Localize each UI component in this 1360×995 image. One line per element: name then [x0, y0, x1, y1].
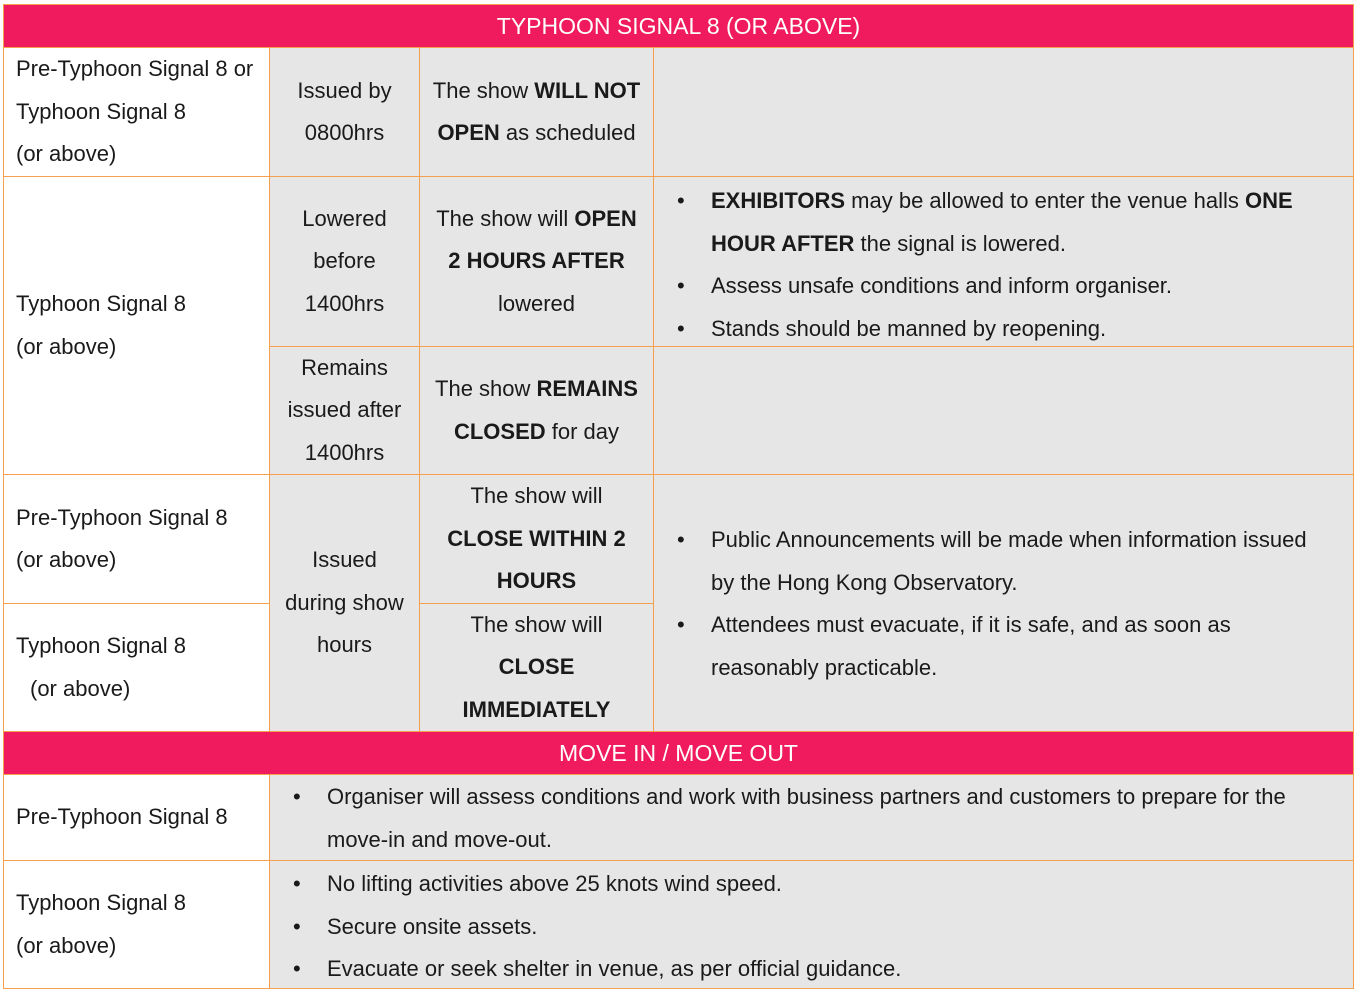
bullet-item: • Secure onsite assets.	[327, 906, 901, 949]
status-line: CLOSE	[498, 654, 575, 680]
bullet-list	[711, 180, 1293, 350]
signal-cell-row3a	[3, 474, 270, 604]
bullet-item: • Stands should be manned by reopening.	[711, 308, 1293, 351]
bullet-item: • Assess unsafe conditions and inform organiser.	[711, 265, 1293, 308]
signal-cell-row3b	[3, 603, 270, 732]
signal-line: Pre-Typhoon Signal 8 or	[16, 56, 254, 82]
status-line: The show will	[470, 483, 603, 509]
bullet-item: • Organiser will assess conditions and work with business partners and customers to prepare for the move-in and move-out.	[327, 776, 1286, 861]
signal-line: Typhoon Signal 8	[16, 98, 187, 124]
notes-cell-row1	[653, 47, 1354, 177]
timing-line: during show	[285, 589, 404, 615]
signal-cell-move2	[3, 860, 270, 989]
status-line: 2 HOURS AFTER	[448, 248, 625, 274]
signal-line: Typhoon Signal 8	[16, 291, 187, 316]
timing-line: issued after	[287, 397, 402, 423]
notes-cell-row2b	[653, 346, 1354, 475]
signal-line: (or above)	[30, 675, 131, 701]
bullet-list	[711, 519, 1307, 689]
notes-cell-row2a	[653, 176, 1354, 347]
status-cell-row2b	[419, 346, 654, 475]
timing-cell-row2a	[269, 176, 420, 347]
section-title: TYPHOON SIGNAL 8 (OR ABOVE)	[496, 12, 861, 39]
timing-line: 1400hrs	[304, 439, 385, 465]
signal-cell-row2	[3, 176, 270, 475]
status-cell-row3b	[419, 603, 654, 732]
signal-line: Pre-Typhoon Signal 8	[16, 804, 228, 830]
section-header-move-in-move-out	[3, 731, 1354, 775]
timing-line: hours	[316, 632, 373, 658]
status-line: CLOSED for day	[453, 418, 620, 444]
status-line: OPEN as scheduled	[437, 120, 636, 145]
signal-line: Typhoon Signal 8	[16, 633, 187, 658]
timing-line: Lowered	[302, 205, 387, 231]
status-line: CLOSE WITHIN 2	[447, 525, 626, 551]
timing-line: 1400hrs	[304, 290, 385, 316]
timing-cell-row1	[269, 47, 420, 177]
section-header-typhoon-signal-8	[3, 4, 1354, 48]
timing-cell-row3	[269, 474, 420, 732]
timing-line: Issued	[312, 547, 377, 573]
section-title: MOVE IN / MOVE OUT	[559, 739, 798, 766]
bullet-item: • No lifting activities above 25 knots wind speed.	[327, 863, 901, 906]
signal-cell-row1	[3, 47, 270, 177]
status-cell-row2a	[419, 176, 654, 347]
notes-cell-row3	[653, 474, 1354, 732]
timing-line: before	[313, 248, 376, 274]
timing-cell-row2b	[269, 346, 420, 475]
status-cell-row1	[419, 47, 654, 177]
timing-line: 0800hrs	[304, 120, 385, 145]
status-line: lowered	[497, 290, 576, 316]
signal-line: Typhoon Signal 8	[16, 890, 187, 915]
signal-cell-move1	[3, 774, 270, 861]
notes-cell-move1	[269, 774, 1354, 861]
signal-line: Pre-Typhoon Signal 8	[16, 504, 228, 530]
status-line: The show will	[470, 611, 603, 637]
bullet-item: • Attendees must evacuate, if it is safe, and as soon as reasonably practicable.	[711, 604, 1307, 689]
status-line: The show WILL NOT	[432, 77, 641, 103]
status-line: The show will OPEN	[436, 205, 637, 231]
status-line: HOURS	[496, 568, 577, 594]
bullet-item: • Public Announcements will be made when information issued by the Hong Kong Observatory.	[711, 519, 1307, 604]
signal-line: (or above)	[16, 141, 117, 167]
signal-line: (or above)	[16, 333, 117, 359]
bullet-item: • Evacuate or seek shelter in venue, as per official guidance.	[327, 948, 901, 991]
bullet-list	[327, 776, 1286, 861]
signal-line: (or above)	[16, 547, 117, 572]
bullet-item: • EXHIBITORS may be allowed to enter the venue halls ONE HOUR AFTER the signal is lowered.	[711, 180, 1293, 265]
bullet-list	[327, 863, 901, 991]
status-line: The show REMAINS	[435, 376, 638, 401]
status-cell-row3a	[419, 474, 654, 604]
notes-cell-move2	[269, 860, 1354, 989]
timing-line: Remains	[301, 354, 388, 380]
status-line: IMMEDIATELY	[462, 696, 611, 722]
signal-line: (or above)	[16, 932, 117, 958]
timing-line: Issued by	[297, 77, 392, 103]
